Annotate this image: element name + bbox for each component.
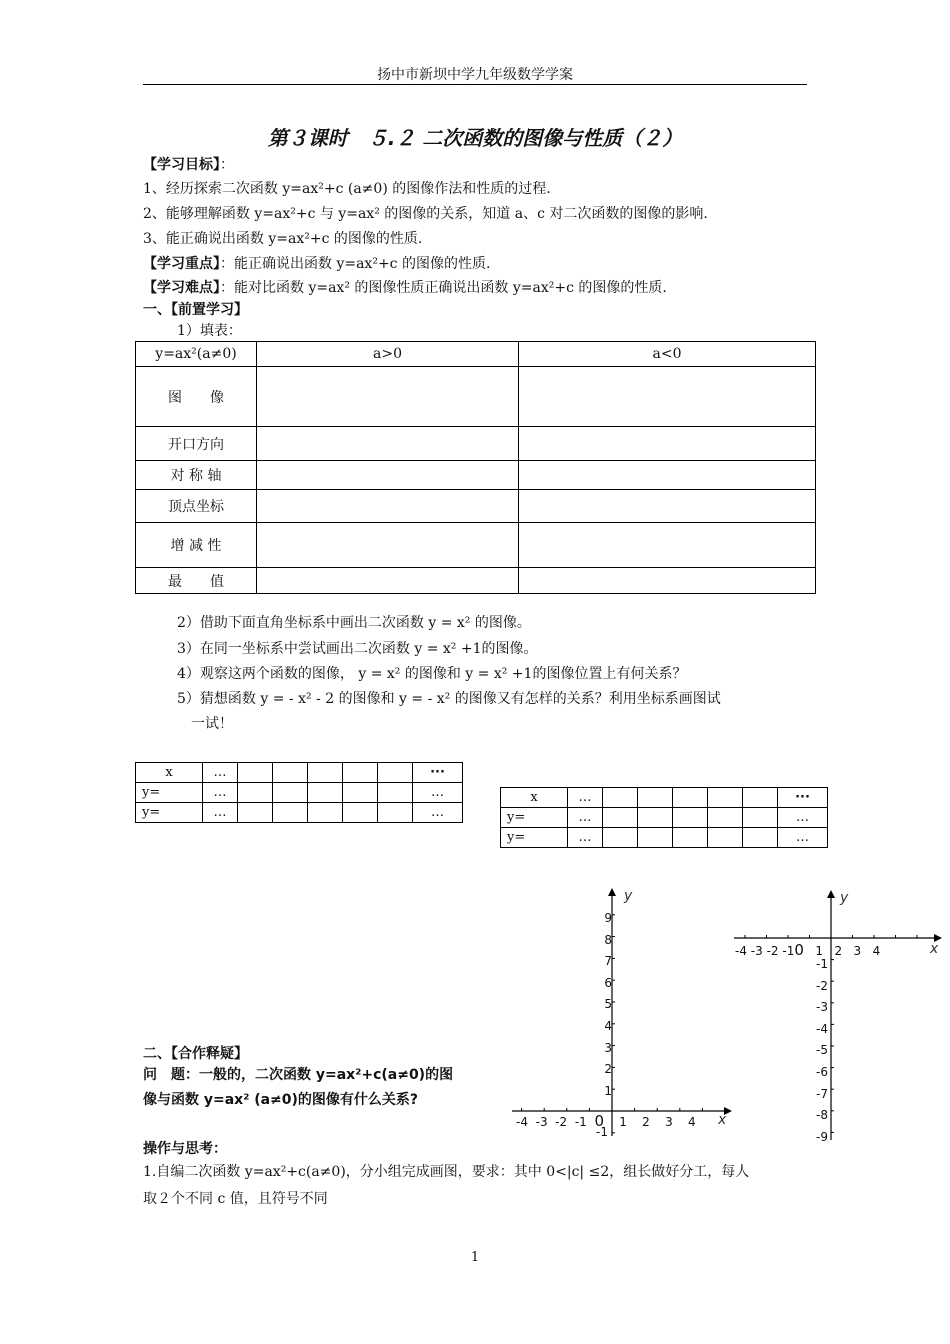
value-cell[interactable]	[238, 783, 273, 803]
value-cell: ···	[413, 763, 463, 783]
value-cell[interactable]	[743, 788, 778, 808]
value-row-label: x	[136, 763, 203, 783]
value-cell[interactable]	[673, 808, 708, 828]
y-axis-arrow	[608, 888, 616, 896]
y-tick-label: -7	[816, 1086, 828, 1101]
y-tick-label: -1	[596, 1125, 608, 1139]
y-axis-arrow	[827, 890, 835, 898]
x-tick-label: 4	[687, 1115, 696, 1129]
x-tick-label: -3	[750, 944, 763, 958]
table-header-cell: a>0	[257, 342, 519, 367]
header-rule	[143, 84, 807, 85]
page-header: 扬中市新坝中学九年级数学学案	[377, 67, 573, 83]
x-tick-label: 1	[619, 1115, 627, 1129]
value-cell[interactable]	[603, 828, 638, 848]
x-tick-label: -2	[766, 944, 779, 958]
key-point	[143, 253, 490, 273]
value-cell[interactable]	[708, 808, 743, 828]
goals-heading-colon: ：	[220, 157, 234, 173]
question-3: 3）在同一坐标系中尝试画出二次函数 y = x² +1的图像。	[177, 641, 538, 657]
operation-line-1: 1.自编二次函数 y=ax²+c(a≠0)，分小组完成画图，要求：其中 0<|c| ≤2，组长做好分工，每人	[143, 1164, 750, 1180]
x-tick-label: 2	[642, 1115, 650, 1129]
value-cell[interactable]	[638, 828, 673, 848]
question-5: 5）猜想函数 y = - x² - 2 的图像和 y = - x² 的图像又有怎样的关系？利用坐标系画图试	[177, 691, 721, 707]
value-cell[interactable]	[708, 788, 743, 808]
y-tick-label: 9	[604, 911, 612, 925]
value-cell[interactable]	[673, 828, 708, 848]
table-cell[interactable]	[519, 523, 816, 568]
difficulty-label: 【学习难点】	[143, 280, 220, 296]
graph2-x-axis-label: x	[930, 941, 939, 957]
section2-heading: 二、【合作释疑】	[143, 1046, 248, 1062]
x-tick-label: 2	[834, 944, 843, 958]
graph2-x-tick-labels	[735, 941, 880, 959]
value-row-label: y=	[136, 783, 203, 803]
y-tick-label: -3	[816, 1000, 828, 1015]
value-cell[interactable]	[308, 783, 343, 803]
goal-item-1: 1、经历探索二次函数 y=ax²+c (a≠0) 的图像作法和性质的过程.	[143, 181, 551, 197]
x-tick-label: -3	[535, 1115, 548, 1129]
value-cell[interactable]	[673, 788, 708, 808]
value-cell[interactable]	[308, 803, 343, 823]
value-table-right	[500, 787, 828, 848]
y-tick-label: -8	[816, 1108, 828, 1123]
value-cell[interactable]	[603, 788, 638, 808]
y-tick-label: 2	[604, 1062, 612, 1077]
problem-line-1: 问 题：一般的，二次函数 y=ax²+c(a≠0)的图	[143, 1067, 454, 1083]
y-tick-label: 4	[604, 1018, 612, 1033]
section1-heading: 一、【前置学习】	[143, 302, 248, 318]
value-cell[interactable]	[273, 763, 308, 783]
goals-heading: 【学习目标】	[143, 157, 220, 173]
table-row-label: 最 值	[136, 568, 257, 594]
value-cell: …	[413, 803, 463, 823]
y-tick-label: 5	[604, 997, 612, 1012]
value-cell: …	[203, 763, 238, 783]
value-row-label: y=	[501, 808, 568, 828]
value-cell[interactable]	[343, 803, 378, 823]
value-cell[interactable]	[273, 783, 308, 803]
value-cell[interactable]	[743, 828, 778, 848]
x-tick-label: -1	[574, 1115, 587, 1129]
value-cell[interactable]	[273, 803, 308, 823]
table-cell[interactable]	[519, 490, 816, 523]
table-cell[interactable]	[519, 568, 816, 594]
table-row-label: 顶点坐标	[136, 490, 257, 523]
value-cell[interactable]	[238, 803, 273, 823]
graph1-x-axis-label: x	[718, 1112, 727, 1128]
table-cell[interactable]	[257, 523, 519, 568]
value-cell: …	[568, 808, 603, 828]
table-cell[interactable]	[257, 461, 519, 490]
page-number: 1	[470, 1250, 480, 1265]
graph2-y-axis-label: y	[840, 890, 849, 906]
properties-table	[135, 341, 816, 594]
x-tick-label: -2	[555, 1115, 568, 1129]
table-row-label: 图 像	[136, 367, 257, 427]
value-row-label: x	[501, 788, 568, 808]
problem-line-2: 像与函数 y=ax² (a≠0)的图像有什么关系?	[143, 1092, 419, 1108]
value-cell[interactable]	[343, 783, 378, 803]
y-tick-label: 7	[604, 954, 612, 969]
value-cell: …	[203, 783, 238, 803]
value-cell[interactable]	[378, 803, 413, 823]
table-cell[interactable]	[257, 367, 519, 427]
graph1-y-tick-labels	[600, 908, 612, 1102]
y-tick-label: -5	[816, 1043, 828, 1058]
value-row-label: y=	[501, 828, 568, 848]
table-cell[interactable]	[519, 367, 816, 427]
x-tick-label: 3	[665, 1115, 673, 1129]
y-tick-label: 1	[604, 1083, 612, 1098]
y-tick-label: -6	[816, 1064, 828, 1079]
value-cell[interactable]	[238, 763, 273, 783]
table-row-label: 对 称 轴	[136, 461, 257, 490]
goal-item-3: 3、能正确说出函数 y=ax²+c 的图像的性质.	[143, 231, 423, 247]
key-point-text: ：能正确说出函数 y=ax²+c 的图像的性质.	[220, 256, 491, 272]
table-cell[interactable]	[519, 427, 816, 461]
operation-heading: 操作与思考：	[143, 1141, 227, 1157]
section1-sub: 1）填表：	[177, 323, 242, 339]
y-tick-label: 6	[604, 975, 612, 990]
x-tick-label: -4	[516, 1115, 528, 1129]
key-point-label: 【学习重点】	[143, 256, 220, 272]
value-row-label: y=	[136, 803, 203, 823]
table-cell[interactable]	[257, 568, 519, 594]
x-tick-label: 0	[794, 941, 804, 959]
x-tick-label: 4	[872, 944, 881, 958]
value-table-left	[135, 762, 463, 823]
goal-item-2: 2、能够理解函数 y=ax²+c 与 y=ax² 的图像的关系，知道 a、c 对二次函数的图像的影响.	[143, 206, 708, 222]
difficulty	[143, 277, 667, 297]
y-tick-label: 3	[604, 1040, 612, 1055]
y-tick-label: -9	[816, 1129, 828, 1144]
page-title: 第３课时 ５.２ 二次函数的图像与性质（２）	[267, 126, 683, 150]
goals-heading-line	[143, 154, 234, 174]
value-cell[interactable]	[638, 788, 673, 808]
value-cell[interactable]	[343, 763, 378, 783]
question-4: 4）观察这两个函数的图像， y = x² 的图像和 y = x² +1的图像位置上有何关系？	[177, 666, 687, 682]
table-cell[interactable]	[257, 490, 519, 523]
x-tick-label: 3	[853, 944, 862, 958]
x-tick-label: -1	[782, 944, 795, 958]
table-row-label: 开口方向	[136, 427, 257, 461]
y-tick-label: -4	[816, 1021, 828, 1036]
table-header-cell: a<0	[519, 342, 816, 367]
table-row-label: 增 减 性	[136, 523, 257, 568]
y-tick-label: -1	[816, 957, 828, 971]
value-cell: …	[778, 828, 828, 848]
x-tick-label: -4	[735, 944, 747, 958]
value-cell[interactable]	[308, 763, 343, 783]
value-cell[interactable]	[378, 783, 413, 803]
value-cell: …	[568, 788, 603, 808]
value-cell[interactable]	[378, 763, 413, 783]
question-2: 2）借助下面直角坐标系中画出二次函数 y = x² 的图像。	[177, 615, 531, 631]
x-tick-label: 1	[815, 944, 823, 958]
graph2-y-tick-labels	[812, 954, 828, 1148]
table-cell[interactable]	[519, 461, 816, 490]
table-cell[interactable]	[257, 427, 519, 461]
question-5-cont: 一试！	[191, 716, 233, 732]
y-tick-label: -2	[816, 978, 828, 993]
x-tick-label: 0	[594, 1112, 604, 1130]
table-header-cell: y=ax²(a≠0)	[136, 342, 257, 367]
value-cell[interactable]	[638, 808, 673, 828]
graph1-y-axis-label: y	[624, 888, 633, 904]
value-cell: …	[568, 828, 603, 848]
value-cell: …	[203, 803, 238, 823]
difficulty-text: ：能对比函数 y=ax² 的图像性质正确说出函数 y=ax²+c 的图像的性质.	[220, 280, 667, 296]
value-cell: …	[778, 808, 828, 828]
value-cell: …	[413, 783, 463, 803]
coordinate-grid-2[interactable]	[730, 886, 945, 1146]
coordinate-grid-1[interactable]	[508, 884, 738, 1144]
value-cell[interactable]	[708, 828, 743, 848]
value-cell: ···	[778, 788, 828, 808]
y-tick-label: 8	[604, 932, 612, 947]
value-cell[interactable]	[743, 808, 778, 828]
operation-line-2: 取２个不同 c 值，且符号不同	[143, 1191, 328, 1207]
value-cell[interactable]	[603, 808, 638, 828]
